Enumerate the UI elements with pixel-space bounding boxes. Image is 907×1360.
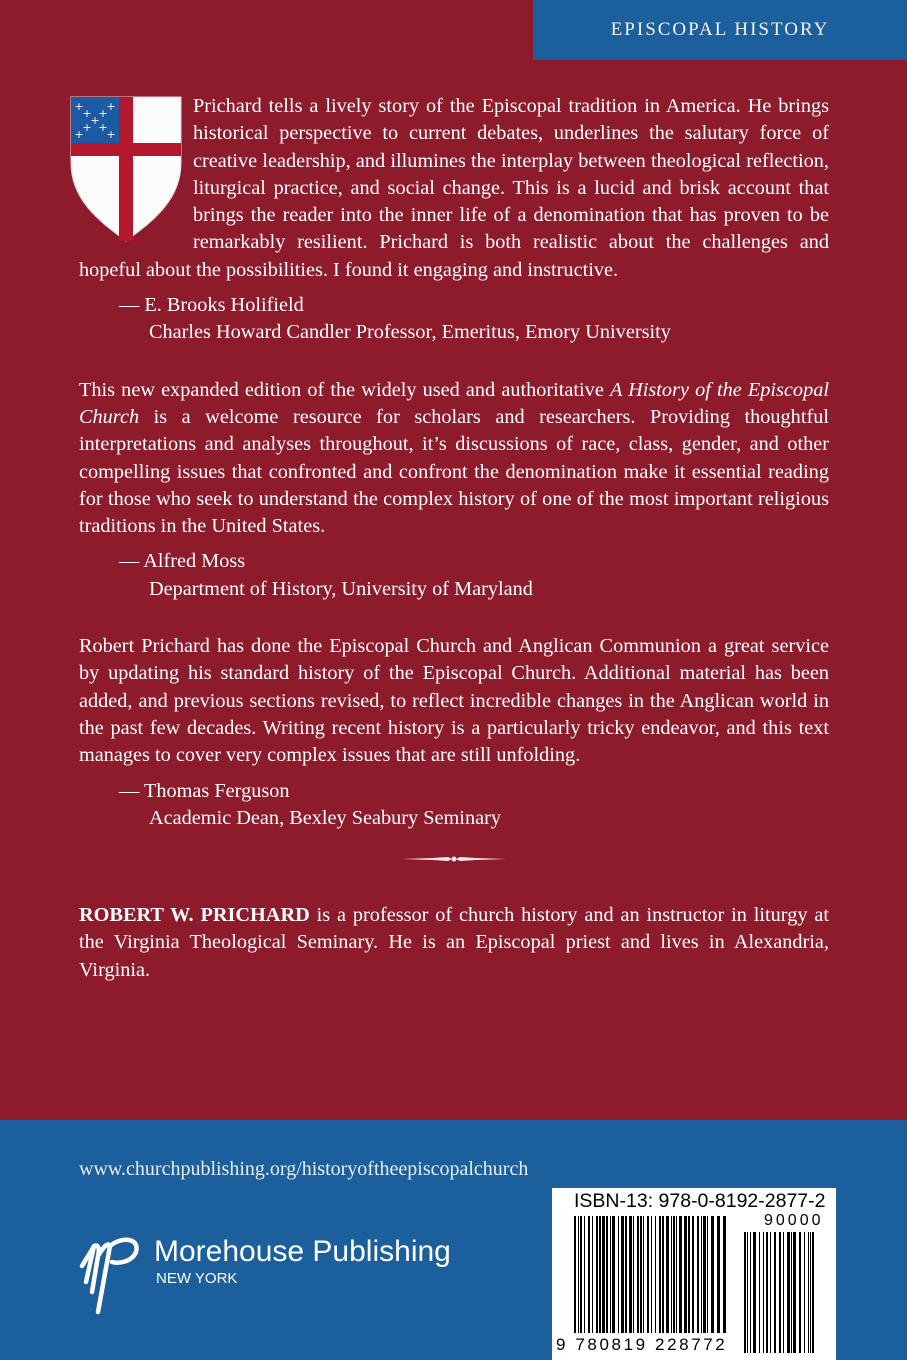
barcode-bar (612, 1216, 615, 1333)
episcopal-shield-icon (67, 93, 185, 243)
barcode-bar (770, 1232, 771, 1353)
barcode-bar (679, 1216, 682, 1333)
barcode-bar (659, 1216, 661, 1333)
barcode-bar (580, 1216, 582, 1333)
barcode-bar (602, 1216, 605, 1333)
barcode-bar (774, 1232, 776, 1353)
barcode-bar (723, 1216, 726, 1333)
endorsement-1 (74, 93, 829, 347)
publisher-city: NEW YORK (156, 1270, 238, 1287)
author-name: ROBERT W. PRICHARD (79, 904, 310, 927)
endorser-role: Charles Howard Candler Professor, Emeritus, Emory University (149, 321, 671, 344)
barcode-bar (684, 1216, 687, 1333)
barcode-bar (750, 1232, 751, 1353)
barcode-bar (584, 1216, 585, 1333)
endorsement-2 (79, 377, 829, 603)
barcode-bar (671, 1216, 672, 1333)
barcode-bar (759, 1232, 760, 1353)
barcode-bar (606, 1216, 608, 1333)
barcode-bar (707, 1216, 708, 1333)
barcode-bar (703, 1216, 706, 1333)
price-code: 90000 (764, 1212, 824, 1229)
barcode-bar (588, 1216, 590, 1333)
barcode-bar (651, 1216, 652, 1333)
barcode-bar (763, 1232, 764, 1353)
text-segment: This new expanded edition of the widely used and authoritative (79, 378, 610, 401)
barcode-bar (688, 1216, 690, 1333)
publisher-name: Morehouse Publishing (154, 1235, 451, 1268)
author-bio (79, 902, 829, 984)
website-link[interactable]: www.churchpublishing.org/historyoftheepiscopalchurch (79, 1158, 529, 1180)
barcode-bar (578, 1216, 579, 1333)
publisher-logo (78, 1232, 451, 1316)
barcode-bar (779, 1232, 781, 1353)
book-title: A History of the Episcopal Church (79, 378, 829, 428)
text-segment: is a welcome resource for scholars and researchers. Providing thoughtful interpretations and analyses throughout, it’s discussions of race, class, gender, and other compelling issues that confronted and confront the denomination make it essential reading for those who seek to understand the complex history of one of the most important religious traditions in the United States. (79, 405, 829, 538)
endorser-name: — Thomas Ferguson (119, 779, 290, 802)
barcode-bar (673, 1216, 675, 1333)
barcode-bar (711, 1216, 714, 1333)
endorser-role: Academic Dean, Bexley Seabury Seminary (149, 806, 501, 829)
attribution (119, 548, 829, 603)
barcode-bar (610, 1216, 611, 1333)
category-label: EPISCOPAL HISTORY (533, 0, 907, 60)
isbn-label: ISBN-13: 978-0-8192-2877-2 (574, 1190, 826, 1212)
barcode-digits: 9 780819 228772 (556, 1335, 728, 1354)
barcode-bar (647, 1216, 649, 1333)
barcode-bar (621, 1216, 624, 1333)
barcode-bar (640, 1216, 642, 1333)
barcode-bar (662, 1216, 664, 1333)
isbn-barcode (552, 1188, 836, 1360)
barcode-bar (697, 1216, 699, 1333)
barcode-bar (629, 1216, 632, 1333)
svg-text:+: + (82, 121, 92, 134)
barcode-bar (599, 1216, 601, 1333)
barcode-bar (808, 1232, 809, 1353)
barcode-bar (643, 1216, 644, 1333)
attribution (119, 778, 829, 833)
endorser-name: — Alfred Moss (119, 550, 246, 573)
morehouse-mp-logo-icon (78, 1232, 148, 1316)
endorsement-text: Prichard tells a lively story of the Episcopal tradition in America. He brings historical perspective to current debates, underlines the salutary force of creative leadership, and illumines the interplay between theological reflection, liturgical practice, and social change. This is a lucid and brisk account that brings the reader into the inner life of a denomination that has proven to be remarkably resilient. Prichard is both realistic about the challenges and hopeful about the possibilities. I found it engaging and instructive. (79, 95, 829, 281)
ornament-divider (79, 854, 829, 864)
svg-text:+: + (82, 107, 92, 120)
barcode-bar (592, 1216, 593, 1333)
barcode-bar (625, 1216, 627, 1333)
barcode-bar (793, 1232, 796, 1353)
bio-text: is a professor of church history and an instructor in liturgy at the Virginia Theological Seminary. He is an Episcopal priest and lives in Alexandria, Virginia. (79, 904, 829, 981)
barcode-bar (799, 1232, 801, 1353)
endorsement-text (79, 377, 829, 541)
svg-text:+: + (98, 107, 108, 120)
svg-text:+: + (106, 100, 116, 113)
barcode-bar (717, 1216, 720, 1333)
barcode-bar (753, 1232, 756, 1353)
barcode-bar (766, 1232, 768, 1353)
barcode-bar (744, 1232, 746, 1353)
svg-text:+: + (106, 128, 116, 141)
barcode-bar (747, 1232, 748, 1353)
barcode-bar (633, 1216, 634, 1333)
svg-text:+: + (74, 100, 84, 113)
svg-text:+: + (74, 128, 84, 141)
barcode-bar (574, 1216, 576, 1333)
endorser-name: — E. Brooks Holifield (119, 294, 304, 317)
barcode-bar (787, 1232, 790, 1353)
back-cover-text (74, 93, 829, 984)
svg-text:+: + (98, 121, 108, 134)
barcode-bar (618, 1216, 619, 1333)
endorsement-3 (79, 633, 829, 832)
flourish-icon (402, 854, 506, 864)
barcode-bar (676, 1216, 677, 1333)
barcode-bar (655, 1216, 656, 1333)
barcode-bar (783, 1232, 784, 1353)
barcode-bar (810, 1232, 811, 1353)
barcode-bar (701, 1216, 702, 1333)
svg-text:+: + (90, 114, 100, 127)
barcode-bar (596, 1216, 598, 1333)
endorser-role: Department of History, University of Maryland (149, 577, 533, 600)
attribution (119, 292, 829, 347)
barcode-bar (804, 1232, 805, 1353)
barcode-bar (812, 1232, 814, 1353)
barcode-bar (791, 1232, 792, 1353)
barcode-bar (666, 1216, 669, 1333)
barcode-bar (692, 1216, 694, 1333)
endorsement-text: Robert Prichard has done the Episcopal Church and Anglican Communion a great service by updating his standard history of the Episcopal Church. Additional material has been added, and previous sections revised, to reflect incredible changes in the Anglican world in the past few decades. Writing recent history is a particularly tricky endeavor, and this text manages to cover very complex issues that are still unfolding. (79, 635, 829, 767)
barcode-bar (637, 1216, 639, 1333)
